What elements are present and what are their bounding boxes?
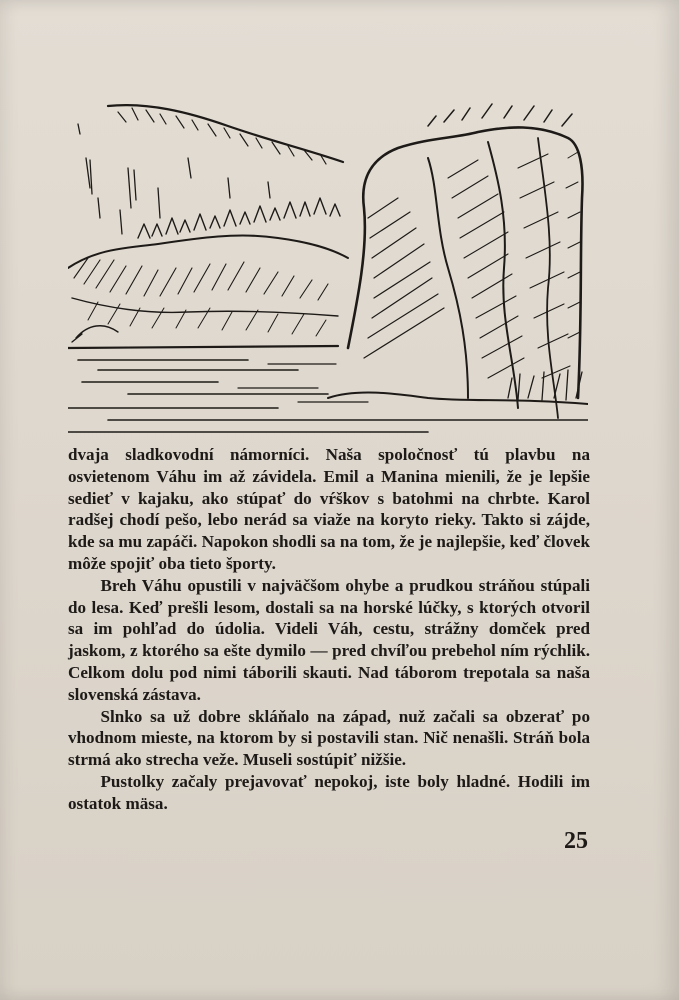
body-text (68, 444, 590, 815)
page-number: 25 (564, 828, 588, 854)
paragraph: Breh Váhu opustili v najväčšom ohybe a prudkou stráňou stúpali do lesa. Keď prešli lesom, dostali sa na horské lúčky, s ktorých otvoril sa im pohľad do údolia. Videli Váh, cestu, strážny domček pred jaskom, z ktorého sa ešte dymilo — pred chvíľou prebehol ním rýchlik. Celkom dolu pod nimi táborili skauti. Nad táborom trepotala sa naša slovenská zástava. (68, 575, 590, 704)
paragraph: Slnko sa už dobre skláňalo na západ, nuž začali sa obzerať po vhodnom mieste, na ktorom by si postavili stan. Nič nenašli. Stráň bola strmá ako strecha veže. Museli sostúpiť nižšie. (68, 706, 590, 770)
paragraph: Pustolky začaly prejavovať nepokoj, iste boly hladné. Hodili im ostatok mäsa. (68, 771, 590, 813)
paragraph: dvaja sladkovodní námorníci. Naša spoločnosť tú plavbu na osvietenom Váhu im až závidela. Emil a Manina mienili, že je lepšie sedieť v kajaku, ako stúpať do vŕškov s batohmi na chrbte. Karol radšej chodí pešo, lebo nerád sa viaže na koryto rieky. Takto si zájde, kde sa mu zapáči. Napokon shodli sa na tom, že je najlepšie, keď človek môže spojiť oba tieto športy. (68, 445, 590, 573)
river-cliff-illustration (68, 98, 588, 440)
